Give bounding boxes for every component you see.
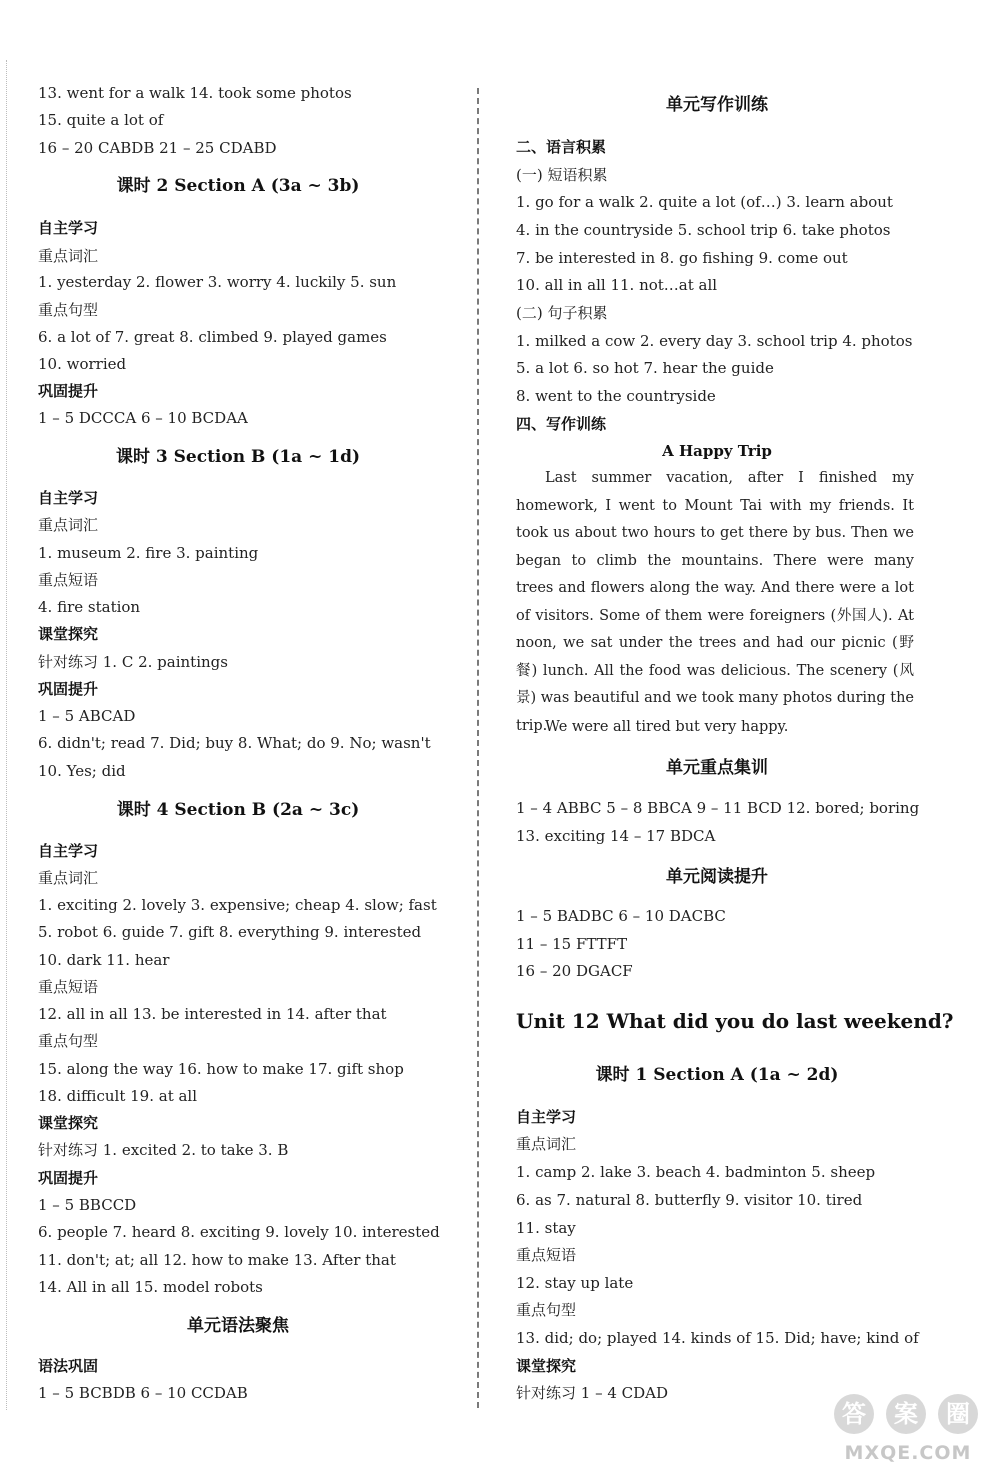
left-line-6: 重点词汇 [38,247,99,265]
left-line-33: 重点句型 [38,1032,99,1050]
right-top-line-10: 5. a lot 6. so hot 7. hear the guide [516,359,774,377]
left-line-19: 课堂探究 [38,625,99,643]
right-top-line-3: (一) 短语积累 [516,166,608,184]
left-line-16: 1. museum 2. fire 3. painting [38,544,259,562]
left-line-20: 针对练习 1. C 2. paintings [38,653,228,671]
right-bottom-line-10: 自主学习 [516,1108,577,1126]
left-line-1: 13. went for a walk 14. took some photos [38,84,352,102]
left-line-29: 5. robot 6. guide 7. gift 8. everything 9. interested [38,923,422,941]
left-line-43: 单元语法聚焦 [187,1316,289,1336]
left-line-32: 12. all in all 13. be interested in 14. after that [38,1005,387,1023]
right-bottom-line-4: 单元阅读提升 [666,867,768,887]
left-line-44: 语法巩固 [38,1357,99,1375]
left-line-15: 重点词汇 [38,516,99,534]
right-bottom-line-1: 单元重点集训 [666,758,768,778]
right-top-line-6: 7. be interested in 8. go fishing 9. come out [516,249,848,267]
left-line-28: 1. exciting 2. lovely 3. expensive; cheap 4. slow; fast [38,896,437,914]
right-top-line-13: A Happy Trip [662,442,772,460]
right-top-line-8: (二) 句子积累 [516,304,608,322]
page-edge-line [6,60,7,1410]
left-line-41: 11. don't; at; all 12. how to make 13. After that [38,1251,396,1269]
left-line-10: 10. worried [38,355,127,373]
left-line-17: 重点短语 [38,571,99,589]
left-line-26: 自主学习 [38,842,99,860]
watermark-char-2: 案 [886,1394,926,1434]
right-bottom-line-2: 1 – 4 ABBC 5 – 8 BBCA 9 – 11 BCD 12. bored; boring [516,799,920,817]
right-bottom-line-9: 课时 1 Section A (1a ~ 2d) [595,1065,839,1085]
watermark-char-1: 答 [834,1394,874,1434]
left-line-45: 1 – 5 BCBDB 6 – 10 CCDAB [38,1384,248,1402]
left-line-7: 1. yesterday 2. flower 3. worry 4. luckily 5. sun [38,273,397,291]
left-line-13: 课时 3 Section B (1a ~ 1d) [115,447,361,467]
left-line-2: 15. quite a lot of [38,111,164,129]
watermark [828,1392,988,1470]
left-line-42: 14. All in all 15. model robots [38,1278,263,1296]
left-line-12: 1 – 5 DCCCA 6 – 10 BCDAA [38,409,248,427]
essay-paragraph-2: We were all tired but very happy. [545,719,789,735]
right-bottom-line-11: 重点词汇 [516,1135,577,1153]
left-line-25: 课时 4 Section B (2a ~ 3c) [116,800,360,820]
left-line-40: 6. people 7. heard 8. exciting 9. lovely 10. interested [38,1223,440,1241]
left-line-3: 16 – 20 CABDB 21 – 25 CDABD [38,139,277,157]
right-top-line-11: 8. went to the countryside [516,387,716,405]
left-line-31: 重点短语 [38,978,99,996]
left-line-11: 巩固提升 [38,382,99,400]
watermark-char-3: 圈 [938,1394,978,1434]
left-line-18: 4. fire station [38,598,141,616]
right-top-line-5: 4. in the countryside 5. school trip 6. take photos [516,221,891,239]
left-line-21: 巩固提升 [38,680,99,698]
right-bottom-line-14: 11. stay [516,1219,576,1237]
left-line-9: 6. a lot of 7. great 8. climbed 9. played games [38,328,387,346]
left-line-30: 10. dark 11. hear [38,951,170,969]
right-top-line-2: 二、语言积累 [516,138,607,156]
right-top-line-7: 10. all in all 11. not…at all [516,276,718,294]
essay-paragraph-1: Last summer vacation, after I finished my homework, I went to Mount Tai with my friends. It took us about two hours to get there by bus. Then we began to climb the mountains. There were many trees and flowers along the way. And there were a lot of visitors. Some of them were foreigners (外国人). At noon, we sat under the trees and had our picnic (野餐) lunch. All the food was delicious. The scenery (风景) was beautiful and we took many photos during the trip. [516,470,914,734]
right-bottom-line-16: 12. stay up late [516,1274,634,1292]
right-bottom-line-3: 13. exciting 14 – 17 BDCA [516,827,716,845]
right-top-line-1: 单元写作训练 [666,95,768,115]
right-bottom-line-12: 1. camp 2. lake 3. beach 4. badminton 5. sheep [516,1163,876,1181]
left-line-14: 自主学习 [38,489,99,507]
watermark-text: MXQE.COM [844,1442,972,1464]
left-line-36: 课堂探究 [38,1114,99,1132]
left-line-8: 重点句型 [38,301,99,319]
column-divider [477,88,479,1408]
left-line-34: 15. along the way 16. how to make 17. gift shop [38,1060,404,1078]
left-line-22: 1 – 5 ABCAD [38,707,136,725]
left-line-35: 18. difficult 19. at all [38,1087,198,1105]
left-line-39: 1 – 5 BBCCD [38,1196,137,1214]
right-bottom-line-6: 11 – 15 FTTFT [516,935,628,953]
right-bottom-line-19: 课堂探究 [516,1357,577,1375]
right-top-line-12: 四、写作训练 [516,415,607,433]
right-bottom-line-8: Unit 12 What did you do last weekend? [516,1009,954,1033]
right-top-line-4: 1. go for a walk 2. quite a lot (of…) 3. learn about [516,193,893,211]
right-bottom-line-7: 16 – 20 DGACF [516,962,633,980]
left-line-37: 针对练习 1. excited 2. to take 3. B [38,1141,289,1159]
right-bottom-line-17: 重点句型 [516,1301,577,1319]
left-line-23: 6. didn't; read 7. Did; buy 8. What; do 9. No; wasn't [38,734,431,752]
left-line-5: 自主学习 [38,219,99,237]
left-line-27: 重点词汇 [38,869,99,887]
right-bottom-line-20: 针对练习 1 – 4 CDAD [516,1384,669,1402]
right-bottom-line-18: 13. did; do; played 14. kinds of 15. Did; have; kind of [516,1329,919,1347]
right-bottom-line-15: 重点短语 [516,1246,577,1264]
right-top-line-9: 1. milked a cow 2. every day 3. school trip 4. photos [516,332,913,350]
right-bottom-line-13: 6. as 7. natural 8. butterfly 9. visitor 10. tired [516,1191,863,1209]
left-line-38: 巩固提升 [38,1169,99,1187]
right-bottom-line-5: 1 – 5 BADBC 6 – 10 DACBC [516,907,726,925]
left-line-24: 10. Yes; did [38,762,126,780]
left-line-4: 课时 2 Section A (3a ~ 3b) [116,176,360,196]
